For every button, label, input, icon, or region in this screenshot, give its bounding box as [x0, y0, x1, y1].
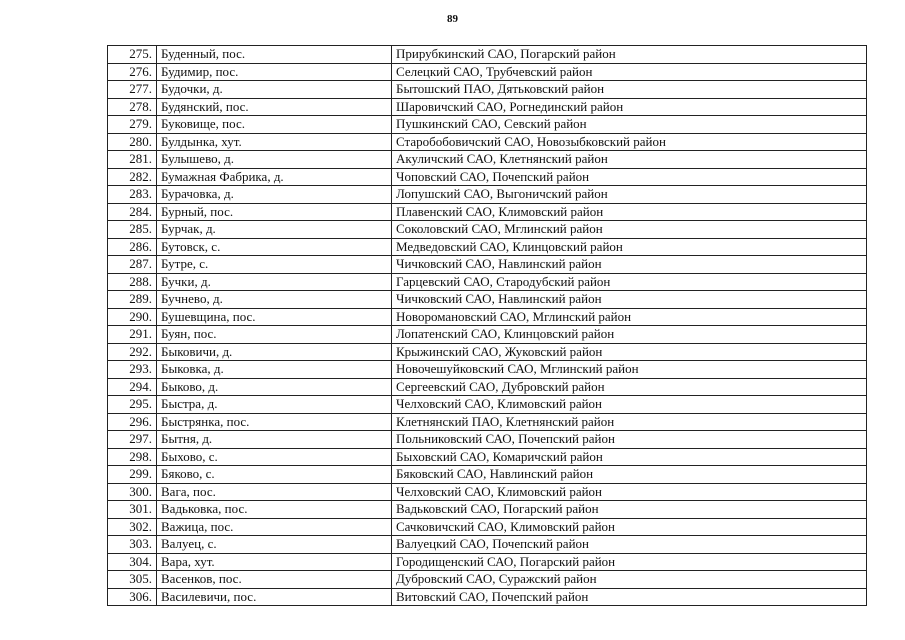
table-row: [108, 273, 867, 291]
settlement-name: Буковище, пос.: [157, 116, 392, 134]
row-number: 289.: [108, 291, 157, 309]
row-number: 305.: [108, 571, 157, 589]
row-number: 291.: [108, 326, 157, 344]
row-number: 301.: [108, 501, 157, 519]
row-number: 302.: [108, 518, 157, 536]
page-number: 89: [447, 13, 458, 25]
district-name: Акуличский САО, Клетнянский район: [392, 151, 867, 169]
district-name: Плавенский САО, Климовский район: [392, 203, 867, 221]
district-name: Клетнянский ПАО, Клетнянский район: [392, 413, 867, 431]
district-name: Крыжинский САО, Жуковский район: [392, 343, 867, 361]
settlement-name: Быстра, д.: [157, 396, 392, 414]
row-number: 297.: [108, 431, 157, 449]
row-number: 298.: [108, 448, 157, 466]
settlement-name: Василевичи, пос.: [157, 588, 392, 606]
settlement-name: Быстрянка, пос.: [157, 413, 392, 431]
district-name: Челховский САО, Климовский район: [392, 483, 867, 501]
settlement-name: Бытня, д.: [157, 431, 392, 449]
settlement-name: Булышево, д.: [157, 151, 392, 169]
settlement-name: Вадьковка, пос.: [157, 501, 392, 519]
table-row: [108, 326, 867, 344]
row-number: 281.: [108, 151, 157, 169]
table-row: [108, 63, 867, 81]
table-row: [108, 203, 867, 221]
district-name: Сергеевский САО, Дубровский район: [392, 378, 867, 396]
district-name: Чичковский САО, Навлинский район: [392, 291, 867, 309]
table-row: [108, 448, 867, 466]
row-number: 277.: [108, 81, 157, 99]
district-name: Бяковский САО, Навлинский район: [392, 466, 867, 484]
settlement-name: Быковка, д.: [157, 361, 392, 379]
settlement-name: Булдынка, хут.: [157, 133, 392, 151]
district-name: Чичковский САО, Навлинский район: [392, 256, 867, 274]
settlement-name: Буденный, пос.: [157, 46, 392, 64]
district-name: Медведовский САО, Клинцовский район: [392, 238, 867, 256]
district-name: Бытошский ПАО, Дятьковский район: [392, 81, 867, 99]
district-name: Сачковичский САО, Климовский район: [392, 518, 867, 536]
table-row: [108, 571, 867, 589]
settlement-name: Вага, пос.: [157, 483, 392, 501]
settlement-name: Бумажная Фабрика, д.: [157, 168, 392, 186]
table-row: [108, 536, 867, 554]
row-number: 303.: [108, 536, 157, 554]
table-row: [108, 151, 867, 169]
row-number: 275.: [108, 46, 157, 64]
settlement-name: Быково, д.: [157, 378, 392, 396]
district-name: Польниковский САО, Почепский район: [392, 431, 867, 449]
settlement-name: Буян, пос.: [157, 326, 392, 344]
district-name: Лопатенский САО, Клинцовский район: [392, 326, 867, 344]
row-number: 279.: [108, 116, 157, 134]
row-number: 296.: [108, 413, 157, 431]
table-row: [108, 256, 867, 274]
district-name: Прирубкинский САО, Погарский район: [392, 46, 867, 64]
district-name: Селецкий САО, Трубчевский район: [392, 63, 867, 81]
district-name: Старобобовичский САО, Новозыбковский район: [392, 133, 867, 151]
table-row: [108, 238, 867, 256]
row-number: 290.: [108, 308, 157, 326]
table-row: [108, 343, 867, 361]
table-row: [108, 518, 867, 536]
district-name: Новочешуйковский САО, Мглинский район: [392, 361, 867, 379]
settlement-name: Валуец, с.: [157, 536, 392, 554]
row-number: 284.: [108, 203, 157, 221]
settlement-name: Бурный, пос.: [157, 203, 392, 221]
row-number: 278.: [108, 98, 157, 116]
settlement-name: Бутре, с.: [157, 256, 392, 274]
row-number: 282.: [108, 168, 157, 186]
table-row: [108, 361, 867, 379]
table-row: [108, 308, 867, 326]
district-name: Валуецкий САО, Почепский район: [392, 536, 867, 554]
table-row: [108, 186, 867, 204]
district-name: Вадьковский САО, Погарский район: [392, 501, 867, 519]
row-number: 306.: [108, 588, 157, 606]
district-name: Гарцевский САО, Стародубский район: [392, 273, 867, 291]
district-name: Лопушский САО, Выгоничский район: [392, 186, 867, 204]
table-row: [108, 46, 867, 64]
row-number: 294.: [108, 378, 157, 396]
table-row: [108, 378, 867, 396]
settlement-name: Бурчак, д.: [157, 221, 392, 239]
settlement-name: Бушевщина, пос.: [157, 308, 392, 326]
district-name: Витовский САО, Почепский район: [392, 588, 867, 606]
settlement-name: Бучнево, д.: [157, 291, 392, 309]
row-number: 295.: [108, 396, 157, 414]
district-name: Дубровский САО, Суражский район: [392, 571, 867, 589]
settlement-name: Вара, хут.: [157, 553, 392, 571]
table-row: [108, 501, 867, 519]
table-row: [108, 98, 867, 116]
settlement-name: Бутовск, с.: [157, 238, 392, 256]
district-name: Быховский САО, Комаричский район: [392, 448, 867, 466]
district-name: Городищенский САО, Погарский район: [392, 553, 867, 571]
table-row: [108, 483, 867, 501]
district-name: Соколовский САО, Мглинский район: [392, 221, 867, 239]
table-row: [108, 133, 867, 151]
settlement-name: Будочки, д.: [157, 81, 392, 99]
district-name: Челховский САО, Климовский район: [392, 396, 867, 414]
row-number: 280.: [108, 133, 157, 151]
district-name: Чоповский САО, Почепский район: [392, 168, 867, 186]
row-number: 292.: [108, 343, 157, 361]
table-row: [108, 396, 867, 414]
table-row: [108, 116, 867, 134]
district-name: Новоромановский САО, Мглинский район: [392, 308, 867, 326]
row-number: 299.: [108, 466, 157, 484]
district-name: Пушкинский САО, Севский район: [392, 116, 867, 134]
settlement-name: Бучки, д.: [157, 273, 392, 291]
settlement-name: Бурачовка, д.: [157, 186, 392, 204]
table-row: [108, 466, 867, 484]
row-number: 276.: [108, 63, 157, 81]
settlement-table: [107, 45, 867, 606]
table-row: [108, 553, 867, 571]
row-number: 293.: [108, 361, 157, 379]
row-number: 287.: [108, 256, 157, 274]
row-number: 300.: [108, 483, 157, 501]
settlement-name: Васенков, пос.: [157, 571, 392, 589]
table-row: [108, 413, 867, 431]
table-body: [108, 46, 867, 606]
table-row: [108, 221, 867, 239]
row-number: 304.: [108, 553, 157, 571]
settlement-name: Быковичи, д.: [157, 343, 392, 361]
table-row: [108, 81, 867, 99]
row-number: 286.: [108, 238, 157, 256]
table-row: [108, 291, 867, 309]
settlement-name: Будянский, пос.: [157, 98, 392, 116]
row-number: 283.: [108, 186, 157, 204]
table-row: [108, 588, 867, 606]
table-row: [108, 431, 867, 449]
row-number: 288.: [108, 273, 157, 291]
settlement-name: Будимир, пос.: [157, 63, 392, 81]
table-row: [108, 168, 867, 186]
settlement-name: Важица, пос.: [157, 518, 392, 536]
row-number: 285.: [108, 221, 157, 239]
district-name: Шаровичский САО, Рогнединский район: [392, 98, 867, 116]
settlement-name: Быхово, с.: [157, 448, 392, 466]
settlement-name: Бяково, с.: [157, 466, 392, 484]
